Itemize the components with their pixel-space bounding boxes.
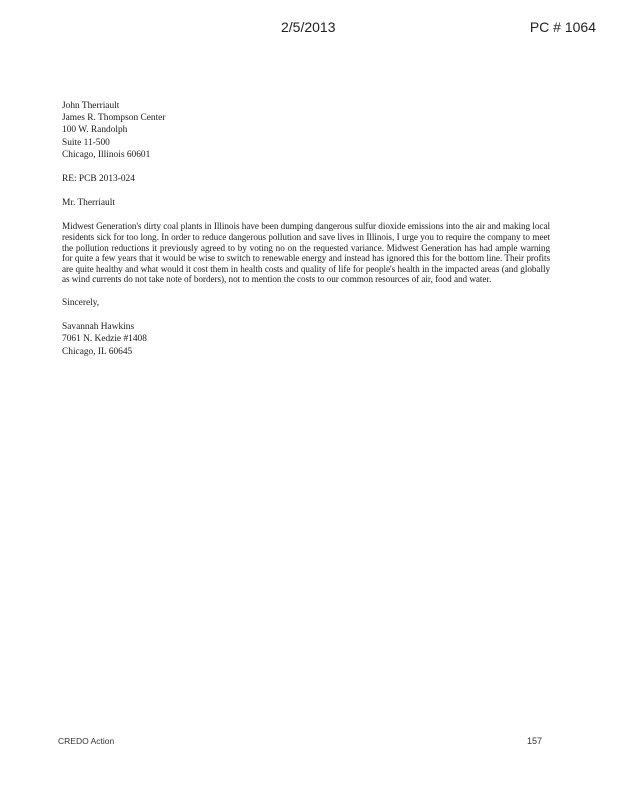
address-line: 100 W. Randolph bbox=[62, 125, 128, 136]
signer-city: Chicago, IL 60645 bbox=[62, 346, 133, 357]
re-line: RE: PCB 2013-024 bbox=[62, 174, 135, 185]
signature-block bbox=[62, 321, 550, 358]
closing: Sincerely, bbox=[62, 297, 100, 308]
recipient-address bbox=[62, 100, 550, 161]
letter bbox=[62, 100, 550, 358]
address-line: Chicago, Illinois 60601 bbox=[62, 149, 151, 160]
letter-body: Midwest Generation's dirty coal plants in Illinois have been dumping dangerous sulfur dioxide emissions into the air and making local residents sick for too long. In order to reduce dangerous pollution and save lives in Illinois, I urge you to require the company to meet the pollution reductions it previously agreed to by voting no on the requested variance. Midwest Generation has had ample warning for quite a few years that it would be wise to switch to renewable energy and instead has ignored this for the bottom line. Their profits are quite healthy and what would it cost them in health costs and quality of life for people's health in the impacted areas (and globally as wind currents do not take note of borders), not to mention the costs to our common resources of air, food and water. bbox=[62, 221, 550, 285]
header-date: 2/5/2013 bbox=[281, 19, 336, 35]
salutation: Mr. Therriault bbox=[62, 198, 115, 209]
footer-page-number: 157 bbox=[526, 736, 542, 746]
header-pc-number: PC # 1064 bbox=[529, 19, 596, 35]
address-line: John Therriault bbox=[62, 101, 120, 111]
address-line: Suite 11-500 bbox=[62, 137, 110, 148]
footer-source: CREDO Action bbox=[58, 736, 115, 746]
address-line: James R. Thompson Center bbox=[62, 113, 166, 124]
signer-address: 7061 N. Kedzie #1408 bbox=[62, 334, 147, 345]
signer-name: Savannah Hawkins bbox=[62, 322, 135, 333]
